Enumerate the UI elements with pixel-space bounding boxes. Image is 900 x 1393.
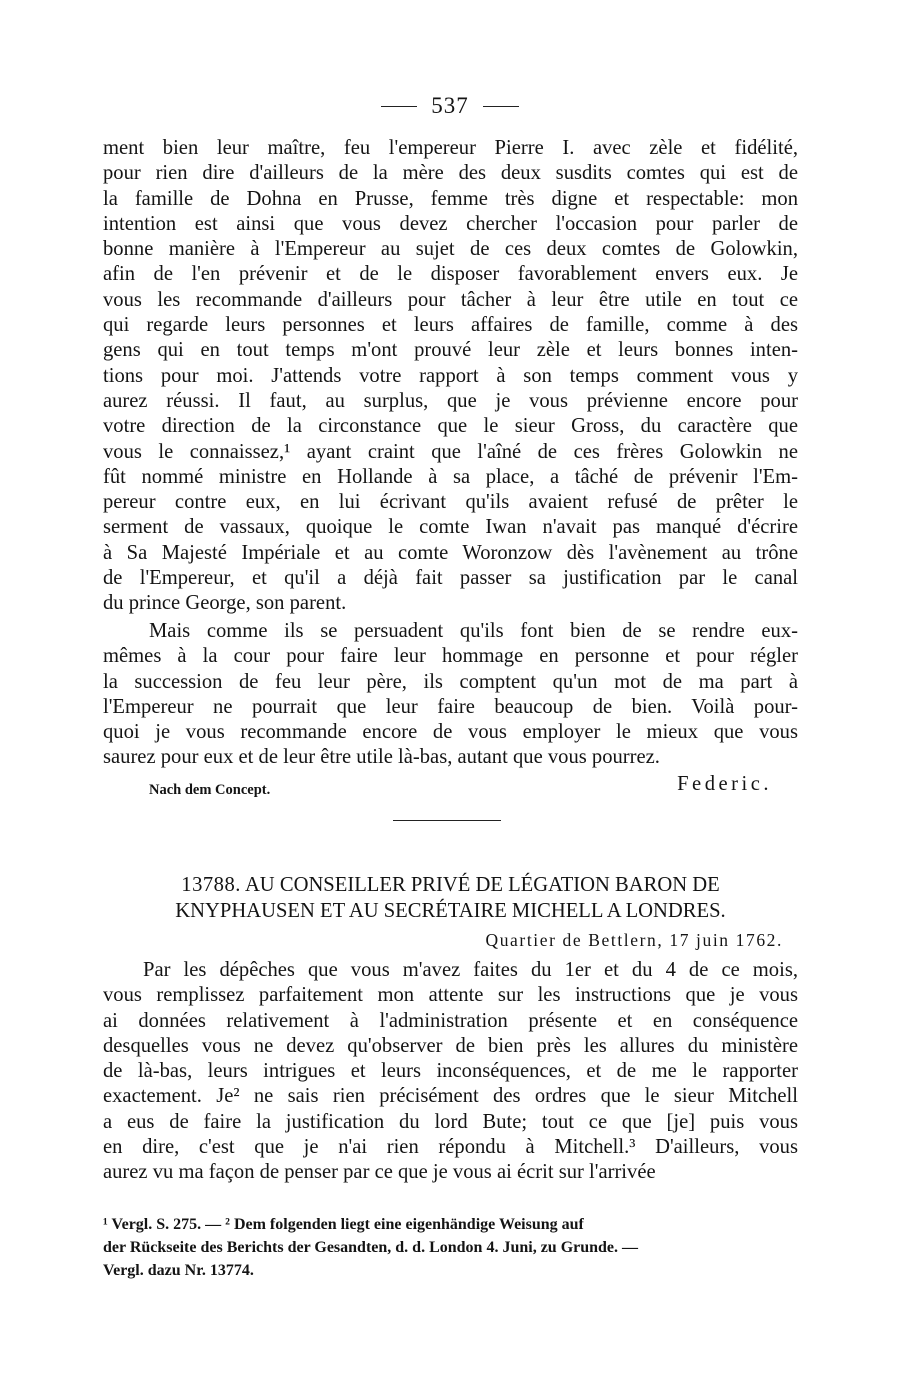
letter-body <box>103 958 798 1186</box>
text-line: saurez pour eux et de leur être utile là-bas, autant que vous pourrez. <box>103 746 660 769</box>
text-line: fût nommé ministre en Hollande à sa place, a tâché de prévenir l'Em- <box>103 465 798 488</box>
text-line: vous le connaissez,¹ ayant craint que l'aîné de ces frères Golowkin ne <box>103 440 798 463</box>
text-line: vous les recommande d'ailleurs pour tâcher à leur être utile en tout ce <box>103 288 798 311</box>
page-number: 537 <box>431 93 469 118</box>
text-line: afin de l'en prévenir et de le disposer favorablement envers eux. Je <box>103 263 798 286</box>
source-note: Nach dem Concept. <box>149 782 271 798</box>
text-line: ment bien leur maître, feu l'empereur Pierre I. avec zèle et fidélité, <box>103 137 798 159</box>
header-rule-right <box>483 106 519 107</box>
text-line: en dire, c'est que je n'ai rien répondu à Mitchell.³ D'ailleurs, vous <box>103 1136 798 1159</box>
header-rule-left <box>381 106 417 107</box>
text-line: vous remplissez parfaitement mon attente sur les instructions que je vous <box>103 984 798 1007</box>
text-line: votre direction de la circonstance que le sieur Gross, du caractère que <box>103 415 798 438</box>
signature-row <box>103 773 798 801</box>
text-line: mêmes à la cour pour faire leur hommage en personne et pour régler <box>103 645 798 668</box>
letter-continuation-paragraph-1 <box>103 136 798 617</box>
text-line: de l'Empereur, et qu'il a déjà fait passer sa justification par le canal <box>103 567 798 590</box>
text-line: à Sa Majesté Impériale et au comte Woronzow dès l'avènement au trône <box>103 541 798 564</box>
text-line: aurez réussi. Il faut, au surplus, que je vous prévienne encore pour <box>103 389 798 412</box>
letter-heading <box>103 872 798 924</box>
text-line: Mais comme ils se persuadent qu'ils font bien de se rendre eux- <box>149 620 798 642</box>
text-line: quoi je vous recommande encore de vous employer le mieux que vous <box>103 721 798 744</box>
text-line: intention est ainsi que vous devez chercher l'occasion pour parler de <box>103 212 798 235</box>
text-line: pereur contre eux, en lui écrivant qu'ils avaient refusé de prêter le <box>103 491 798 514</box>
dateline: Quartier de Bettlern, 17 juin 1762. <box>485 930 783 950</box>
letter-continuation-paragraph-2 <box>103 619 798 771</box>
letter-heading-title-1: AU CONSEILLER PRIVÉ DE LÉGATION BARON DE <box>244 874 720 896</box>
text-line: qui regarde leurs personnes et leurs affaires de famille, comme à des <box>103 314 798 337</box>
text-line: l'Empereur ne pourrait que leur faire beaucoup de bien. Voilà pour- <box>103 695 798 718</box>
text-line: serment de vassaux, quoique le comte Iwan n'avait pas manqué d'écrire <box>103 516 798 539</box>
text-line: la succession de feu leur père, ils comptent qu'un mot de ma part à <box>103 670 798 693</box>
text-line: a eus de faire la justification du lord Bute; tout ce que [je] puis vous <box>103 1110 798 1133</box>
signature: Federic. <box>677 773 772 795</box>
letter-heading-line-2: KNYPHAUSEN ET AU SECRÉTAIRE MICHELL A LONDRES. <box>175 900 726 922</box>
text-line: gens qui en tout temps m'ont prouvé leur zèle et leurs bonnes inten- <box>103 339 798 362</box>
text-line: Par les dépêches que vous m'avez faites du 1er et du 4 de ce mois, <box>143 959 798 981</box>
footnote-line: Vergl. dazu Nr. 13774. <box>103 1262 254 1279</box>
footnotes <box>103 1213 798 1282</box>
text-line: de là-bas, leurs intrigues et leurs inconséquences, et de me le rapporter <box>103 1060 798 1083</box>
text-line: exactement. Je² ne sais rien précisément des ordres que le sieur Mitchell <box>103 1085 798 1108</box>
text-line: la famille de Dohna en Prusse, femme très digne et respectable: mon <box>103 187 798 210</box>
text-line: ai données relativement à l'administration présente et en conséquence <box>103 1009 798 1032</box>
text-line: du prince George, son parent. <box>103 592 347 615</box>
letter-number: 13788. <box>181 874 241 896</box>
section-divider <box>393 820 501 821</box>
text-line: desquelles vous ne devez qu'observer de bien près les allures du ministère <box>103 1034 798 1057</box>
footnote-line: der Rückseite des Berichts der Gesandten, d. d. London 4. Juni, zu Grunde. — <box>103 1239 639 1256</box>
text-line: tions pour moi. J'attends votre rapport à son temps comment vous y <box>103 364 798 387</box>
footnote-line: ¹ Vergl. S. 275. — ² Dem folgenden liegt eine eigenhändige Weisung auf <box>103 1216 584 1233</box>
page-header <box>0 88 900 124</box>
text-line: pour rien dire d'ailleurs de la mère des deux susdits comtes qui est de <box>103 162 798 185</box>
letter-heading-line-1 <box>103 872 798 898</box>
text-line: bonne manière à l'Empereur au sujet de ces deux comtes de Golowkin, <box>103 238 798 261</box>
text-line: aurez vu ma façon de penser par ce que je vous ai écrit sur l'arrivée <box>103 1161 656 1184</box>
